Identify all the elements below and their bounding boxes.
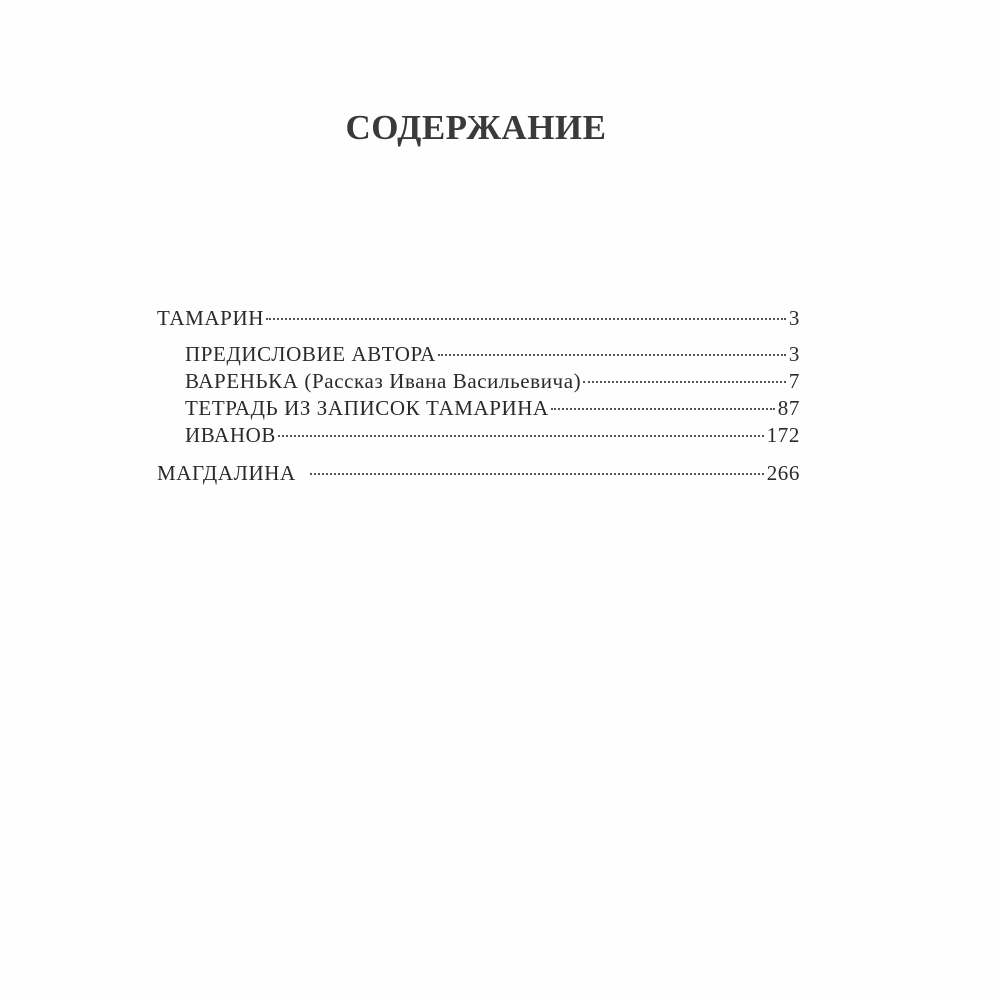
toc-entry-ivanov xyxy=(157,422,800,449)
toc-entry-tamarin xyxy=(157,305,800,332)
toc-entry-label: ПРЕДИСЛОВИЕ АВТОРА xyxy=(185,342,436,366)
dot-leader xyxy=(266,318,786,320)
toc-entry-label: ТЕТРАДЬ ИЗ ЗАПИСОК ТАМАРИНА xyxy=(185,396,549,420)
toc-entry-notebook xyxy=(157,395,800,422)
toc-entry-preface xyxy=(157,341,800,368)
dot-leader xyxy=(310,473,764,475)
toc-entry-page: 3 xyxy=(788,342,800,366)
toc-entry-varenka xyxy=(157,368,800,395)
toc-entry-page: 266 xyxy=(766,461,800,485)
toc-entry-label: МАГДАЛИНА xyxy=(157,461,296,485)
toc-entry-page: 7 xyxy=(788,369,800,393)
toc-entry-label: ИВАНОВ xyxy=(185,423,276,447)
toc-entry-page: 3 xyxy=(788,306,800,330)
toc-entry-label: ТАМАРИН xyxy=(157,306,264,330)
toc-entry-page: 172 xyxy=(766,423,800,447)
table-of-contents xyxy=(157,305,800,487)
dot-leader xyxy=(278,435,764,437)
dot-leader xyxy=(438,354,786,356)
dot-leader xyxy=(551,408,775,410)
toc-entry-label: ВАРЕНЬКА (Рассказ Ивана Васильевича) xyxy=(185,369,582,393)
toc-entry-magdalina xyxy=(157,460,800,487)
toc-entry-page: 87 xyxy=(777,396,800,420)
dot-leader xyxy=(583,381,786,383)
page-title: СОДЕРЖАНИЕ xyxy=(345,108,607,147)
